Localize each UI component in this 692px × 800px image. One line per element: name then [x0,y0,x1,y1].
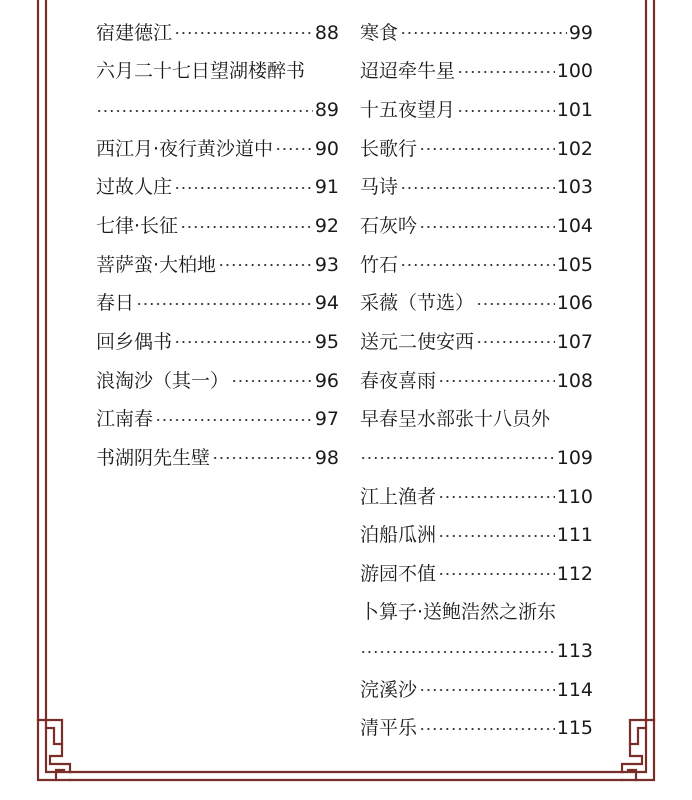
toc-entry[interactable] [360,91,593,130]
toc-entry-title: 七律·长征 [96,215,179,238]
toc-entry[interactable] [360,516,593,555]
dot-leader [400,31,567,35]
dot-leader [457,70,555,74]
dot-leader [419,727,555,731]
toc-entry-title: 清平乐 [360,717,418,740]
toc-entry-page-number: 110 [556,485,593,508]
toc-entry[interactable] [360,555,593,594]
toc-entry[interactable] [360,169,593,208]
toc-entry[interactable] [360,53,593,92]
toc-entry-title: 春夜喜雨 [360,369,437,392]
toc-entry-title: 长歌行 [360,137,418,160]
toc-entry-page-number: 96 [314,369,339,392]
dot-leader [457,109,555,113]
toc-entry[interactable] [360,671,593,710]
dot-leader [419,225,555,229]
dot-leader [419,147,555,151]
toc-entry[interactable] [360,246,593,285]
dot-leader [174,340,313,344]
toc-entry-title: 回乡偶书 [96,330,173,353]
toc-entry-title: 江南春 [96,408,154,431]
toc-entry-page-number: 107 [556,330,593,353]
toc-entry-title: 石灰吟 [360,215,418,238]
dot-leader [155,418,313,422]
toc-entry-title: 书湖阴先生壁 [96,446,211,469]
toc-entry[interactable] [360,284,593,323]
toc-entry-title: 春日 [96,292,135,315]
toc-entry[interactable] [96,169,339,208]
toc-entry-title: 早春呈水部张十八员外 [360,408,551,431]
toc-entry-page-number: 91 [314,176,339,199]
fret-corner-bottom-right [622,720,654,780]
dot-leader [231,379,313,383]
toc-entry-title: 六月二十七日望湖楼醉书 [96,60,306,83]
toc-entry-page-number: 93 [314,253,339,276]
toc-entry-title: 浣溪沙 [360,678,418,701]
toc-entry-page-number: 92 [314,215,339,238]
toc-entry[interactable] [360,400,593,439]
toc-entry-title: 过故人庄 [96,176,173,199]
toc-right-column [360,14,593,748]
toc-entry[interactable] [360,439,593,478]
toc-entry-page-number: 103 [556,176,593,199]
toc-entry[interactable] [360,362,593,401]
toc-entry-title: 竹石 [360,253,399,276]
dot-leader [400,263,555,267]
toc-entry[interactable] [360,207,593,246]
toc-entry-page-number: 88 [314,21,339,44]
dot-leader [419,688,555,692]
toc-entry-title: 寒食 [360,21,399,44]
toc-entry[interactable] [360,14,593,53]
toc-entry[interactable] [360,323,593,362]
dot-leader [212,456,313,460]
dot-leader [136,302,313,306]
dot-leader [218,263,313,267]
dot-leader [438,495,555,499]
dot-leader [174,31,313,35]
toc-entry-page-number: 101 [556,99,593,122]
toc-entry-page-number: 105 [556,253,593,276]
toc-entry-page-number: 106 [556,292,593,315]
toc-entry[interactable] [96,207,339,246]
toc-entry-page-number: 113 [556,640,593,663]
toc-entry[interactable] [360,130,593,169]
toc-entry-title: 迢迢牵牛星 [360,60,456,83]
dot-leader [438,572,555,576]
toc-entry-page-number: 112 [556,562,593,585]
toc-entry-page-number: 114 [556,678,593,701]
toc-entry[interactable] [360,710,593,749]
toc-entry-page-number: 102 [556,137,593,160]
toc-entry-page-number: 98 [314,446,339,469]
toc-entry-title: 卜算子·送鲍浩然之浙东 [360,601,557,624]
dot-leader [438,534,555,538]
dot-leader [438,379,555,383]
toc-entry-title: 西江月·夜行黄沙道中 [96,137,274,160]
toc-entry[interactable] [96,246,339,285]
toc-entry-title: 宿建德江 [96,21,173,44]
toc-entry-title: 送元二使安西 [360,330,475,353]
toc-entry-page-number: 95 [314,330,339,353]
dot-leader [275,147,313,151]
toc-entry[interactable] [96,400,339,439]
toc-entry[interactable] [96,91,339,130]
dot-leader [96,109,313,113]
toc-entry[interactable] [96,284,339,323]
toc-entry[interactable] [360,594,593,633]
toc-entry-title: 浪淘沙（其一） [96,369,230,392]
toc-entry-title: 江上渔者 [360,485,437,508]
dot-leader [174,186,313,190]
toc-entry-title: 采薇（节选） [360,292,475,315]
toc-entry[interactable] [96,53,339,92]
toc-entry[interactable] [96,439,339,478]
toc-entry[interactable] [96,323,339,362]
dot-leader [360,456,555,460]
toc-entry[interactable] [96,130,339,169]
toc-entry-title: 游园不值 [360,562,437,585]
toc-left-column [96,14,339,478]
toc-entry-page-number: 111 [556,524,593,547]
toc-entry-title: 十五夜望月 [360,99,456,122]
dot-leader [360,650,555,654]
toc-entry[interactable] [360,632,593,671]
toc-entry[interactable] [360,478,593,517]
toc-entry[interactable] [96,362,339,401]
toc-entry[interactable] [96,14,339,53]
dot-leader [476,340,555,344]
toc-entry-title: 菩萨蛮·大柏地 [96,253,217,276]
toc-entry-page-number: 94 [314,292,339,315]
toc-entry-title: 泊船瓜洲 [360,524,437,547]
toc-entry-title: 马诗 [360,176,399,199]
fret-corner-bottom-left [38,720,70,780]
dot-leader [180,225,313,229]
toc-entry-page-number: 90 [314,137,339,160]
toc-entry-page-number: 97 [314,408,339,431]
dot-leader [400,186,555,190]
toc-entry-page-number: 100 [556,60,593,83]
toc-entry-page-number: 104 [556,215,593,238]
dot-leader [476,302,555,306]
toc-entry-page-number: 109 [556,446,593,469]
toc-entry-page-number: 108 [556,369,593,392]
toc-entry-page-number: 115 [556,717,593,740]
toc-entry-page-number: 99 [568,21,593,44]
toc-entry-page-number: 89 [314,99,339,122]
